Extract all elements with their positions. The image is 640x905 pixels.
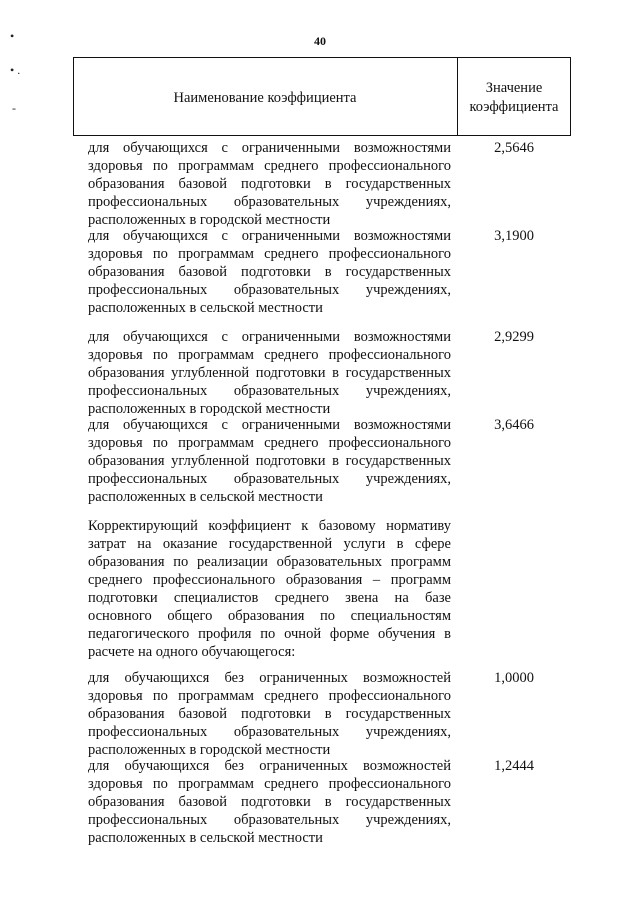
table-row-value: 3,1900 [494, 228, 534, 244]
section-heading-text: Корректирующий коэффициент к базовому нормативу затрат на оказание государственной услуги в сфере образования по реализации образовательных программ среднего профессионального образования – программ подготовки специалистов среднего звена на базе основного общего образования по специальностям педагогического профиля по очной форме обучения в расчете на одного обучающегося: [88, 518, 451, 660]
table-row-text: для обучающихся без ограниченных возможностей здоровья по программам среднего профессионального образования базовой подготовки в государственных профессиональных образовательных учреждениях, расположенных в городской местности [88, 670, 451, 758]
column-header-name: Наименование коэффициента [173, 90, 357, 106]
table-row-text: для обучающихся с ограниченными возможностями здоровья по программам среднего профессионального образования углубленной подготовки в государственных профессиональных образовательных учреждениях, расположенных в сельской местности [88, 417, 451, 505]
column-header-value: Значение коэффициента [469, 80, 559, 115]
scan-mark: - [12, 101, 16, 115]
table-row-text: для обучающихся с ограниченными возможностями здоровья по программам среднего профессионального образования базовой подготовки в государственных профессиональных образовательных учреждениях, расположенных в городской местности [88, 140, 451, 228]
table-row-value: 3,6466 [494, 417, 534, 433]
page-number: 40 [314, 34, 326, 48]
scan-mark: • [10, 29, 15, 43]
table-row-text: для обучающихся с ограниченными возможностями здоровья по программам среднего профессионального образования базовой подготовки в государственных профессиональных образовательных учреждениях, расположенных в сельской местности [88, 228, 451, 316]
table-row-text: для обучающихся без ограниченных возможностей здоровья по программам среднего профессионального образования базовой подготовки в государственных профессиональных образовательных учреждениях, расположенных в сельской местности [88, 758, 451, 846]
table-row-value: 1,2444 [494, 758, 534, 774]
scan-mark: • . [10, 63, 21, 77]
table-row-value: 2,5646 [494, 140, 534, 156]
table-row-text: для обучающихся с ограниченными возможностями здоровья по программам среднего профессионального образования углубленной подготовки в государственных профессиональных образовательных учреждениях, расположенных в городской местности [88, 329, 451, 417]
table-row-value: 2,9299 [494, 329, 534, 345]
table-row-value: 1,0000 [494, 670, 534, 686]
